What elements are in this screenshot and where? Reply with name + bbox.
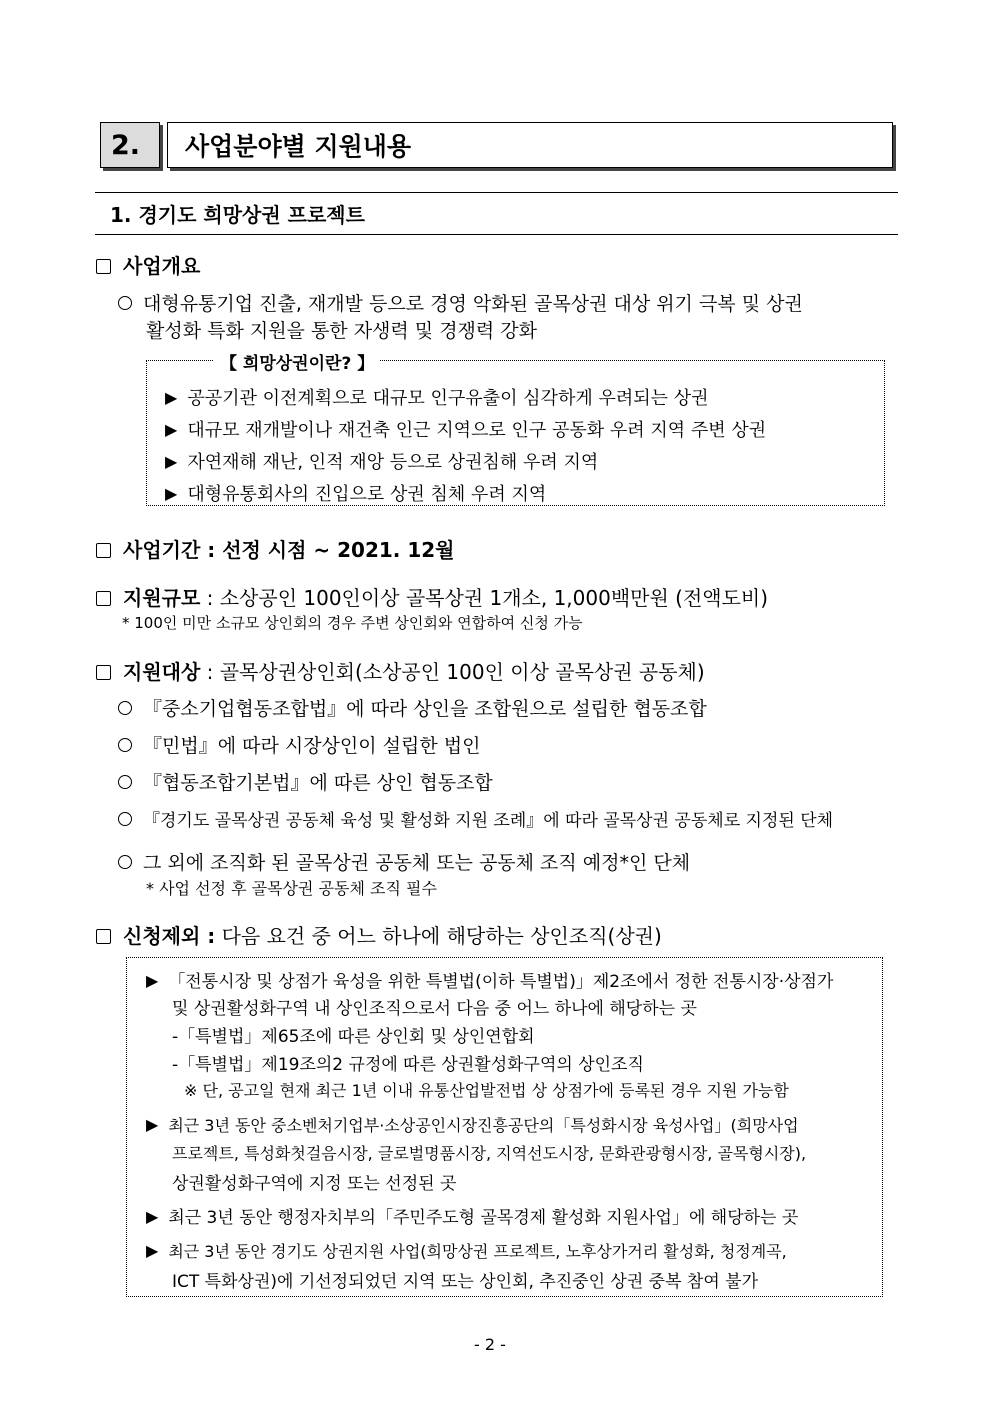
divider-top (95, 192, 898, 193)
exclusion-subitem: -「특별법」제19조의2 규정에 따른 상권활성화구역의 상인조직 (172, 1055, 644, 1075)
overview-bullet-cont: 활성화 특화 지원을 통한 자생력 및 경쟁력 강화 (146, 320, 538, 342)
triangle-bullet-icon: ▶ (165, 388, 178, 407)
triangle-bullet-icon: ▶ (165, 484, 178, 503)
period-heading: 사업기간 : 선정 시점 ~ 2021. 12월 (96, 534, 455, 563)
definition-box-title: 【 희망상권이란? 】 (214, 349, 380, 374)
definition-item: ▶ 대규모 재개발이나 재건축 인근 지역으로 인구 공동화 우려 지역 주변 상권 (165, 420, 767, 441)
target-item: 『협동조합기본법』에 따른 상인 협동조합 (118, 768, 493, 795)
triangle-bullet-icon: ▶ (165, 420, 178, 439)
exclusion-item-cont: ICT 특화상권)에 기선정되었던 지역 또는 상인회, 추진중인 상권 중복 참여 불가 (172, 1272, 759, 1292)
checkbox-square-icon (96, 929, 111, 944)
target-item: 『경기도 골목상권 공동체 육성 및 활성화 지원 조례』에 따라 골목상권 공동체로 지정된 단체 (118, 806, 833, 831)
exclusion-item: ▶ 「전통시장 및 상점가 육성을 위한 특별법(이하 특별법)」제2조에서 정한 전통시장·상점가 (146, 971, 834, 992)
triangle-bullet-icon: ▶ (146, 1207, 159, 1226)
definition-item: ▶ 공공기관 이전계획으로 대규모 인구유출이 심각하게 우려되는 상권 (165, 388, 709, 409)
exclusion-subitem: -「특별법」제65조에 따른 상인회 및 상인연합회 (172, 1027, 535, 1047)
exclusion-item-cont: 및 상권활성화구역 내 상인조직으로서 다음 중 어느 하나에 해당하는 곳 (172, 999, 697, 1019)
exclusion-item: ▶ 최근 3년 동안 중소벤처기업부·소상공인시장진흥공단의「특성화시장 육성사업」(희망사업 (146, 1115, 799, 1135)
overview-heading: 사업개요 (96, 250, 200, 279)
circle-bullet-icon (118, 701, 132, 715)
exclusion-heading: 신청제외 : 다음 요건 중 어느 하나에 해당하는 상인조직(상권) (96, 920, 662, 949)
circle-bullet-icon (118, 296, 132, 310)
target-item: 『중소기업협동조합법』에 따라 상인을 조합원으로 설립한 협동조합 (118, 694, 707, 721)
divider-bottom (95, 234, 898, 235)
overview-bullet: 대형유통기업 진출, 재개발 등으로 경영 악화된 골목상권 대상 위기 극복 및 상권 (118, 289, 803, 316)
checkbox-square-icon (96, 591, 111, 606)
section-number-box (100, 122, 160, 168)
scale-heading: 지원규모 : 소상공인 100인이상 골목상권 1개소, 1,000백만원 (전액도비) (96, 582, 768, 611)
scale-note: * 100인 미만 소규모 상인회의 경우 주변 상인회와 연합하여 신청 가능 (122, 614, 583, 632)
triangle-bullet-icon: ▶ (146, 971, 159, 990)
page-number: - 2 - (474, 1335, 506, 1354)
triangle-bullet-icon: ▶ (165, 452, 178, 471)
definition-item: ▶ 대형유통회사의 진입으로 상권 침체 우려 지역 (165, 484, 547, 505)
section-title: 사업분야별 지원내용 (185, 132, 412, 161)
checkbox-square-icon (96, 665, 111, 680)
target-heading: 지원대상 : 골목상권상인회(소상공인 100인 이상 골목상권 공동체) (96, 656, 705, 685)
triangle-bullet-icon: ▶ (146, 1115, 159, 1134)
circle-bullet-icon (118, 812, 132, 826)
exclusion-note: ※ 단, 공고일 현재 최근 1년 이내 유통산업발전법 상 상점가에 등록된 경우 지원 가능함 (184, 1081, 789, 1100)
target-note: * 사업 선정 후 골목상권 공동체 조직 필수 (146, 879, 437, 898)
circle-bullet-icon (118, 855, 132, 869)
section-number: 2. (111, 129, 141, 161)
exclusion-item-cont: 프로젝트, 특성화첫걸음시장, 글로벌명품시장, 지역선도시장, 문화관광형시장, 골목형시장), (172, 1144, 807, 1163)
target-item: 그 외에 조직화 된 골목상권 공동체 또는 공동체 조직 예정*인 단체 (118, 848, 690, 875)
circle-bullet-icon (118, 738, 132, 752)
checkbox-square-icon (96, 543, 111, 558)
triangle-bullet-icon: ▶ (146, 1241, 159, 1260)
checkbox-square-icon (96, 259, 111, 274)
target-item: 『민법』에 따라 시장상인이 설립한 법인 (118, 731, 480, 758)
circle-bullet-icon (118, 775, 132, 789)
exclusion-item-cont: 상권활성화구역에 지정 또는 선정된 곳 (172, 1174, 457, 1194)
section-title-box (167, 122, 893, 168)
exclusion-item: ▶ 최근 3년 동안 행정자치부의「주민주도형 골목경제 활성화 지원사업」에 해당하는 곳 (146, 1207, 799, 1228)
exclusion-item: ▶ 최근 3년 동안 경기도 상권지원 사업(희망상권 프로젝트, 노후상가거리 활성화, 청정계곡, (146, 1241, 787, 1261)
subsection-title: 1. 경기도 희망상권 프로젝트 (110, 203, 365, 227)
definition-item: ▶ 자연재해 재난, 인적 재앙 등으로 상권침해 우려 지역 (165, 452, 599, 473)
